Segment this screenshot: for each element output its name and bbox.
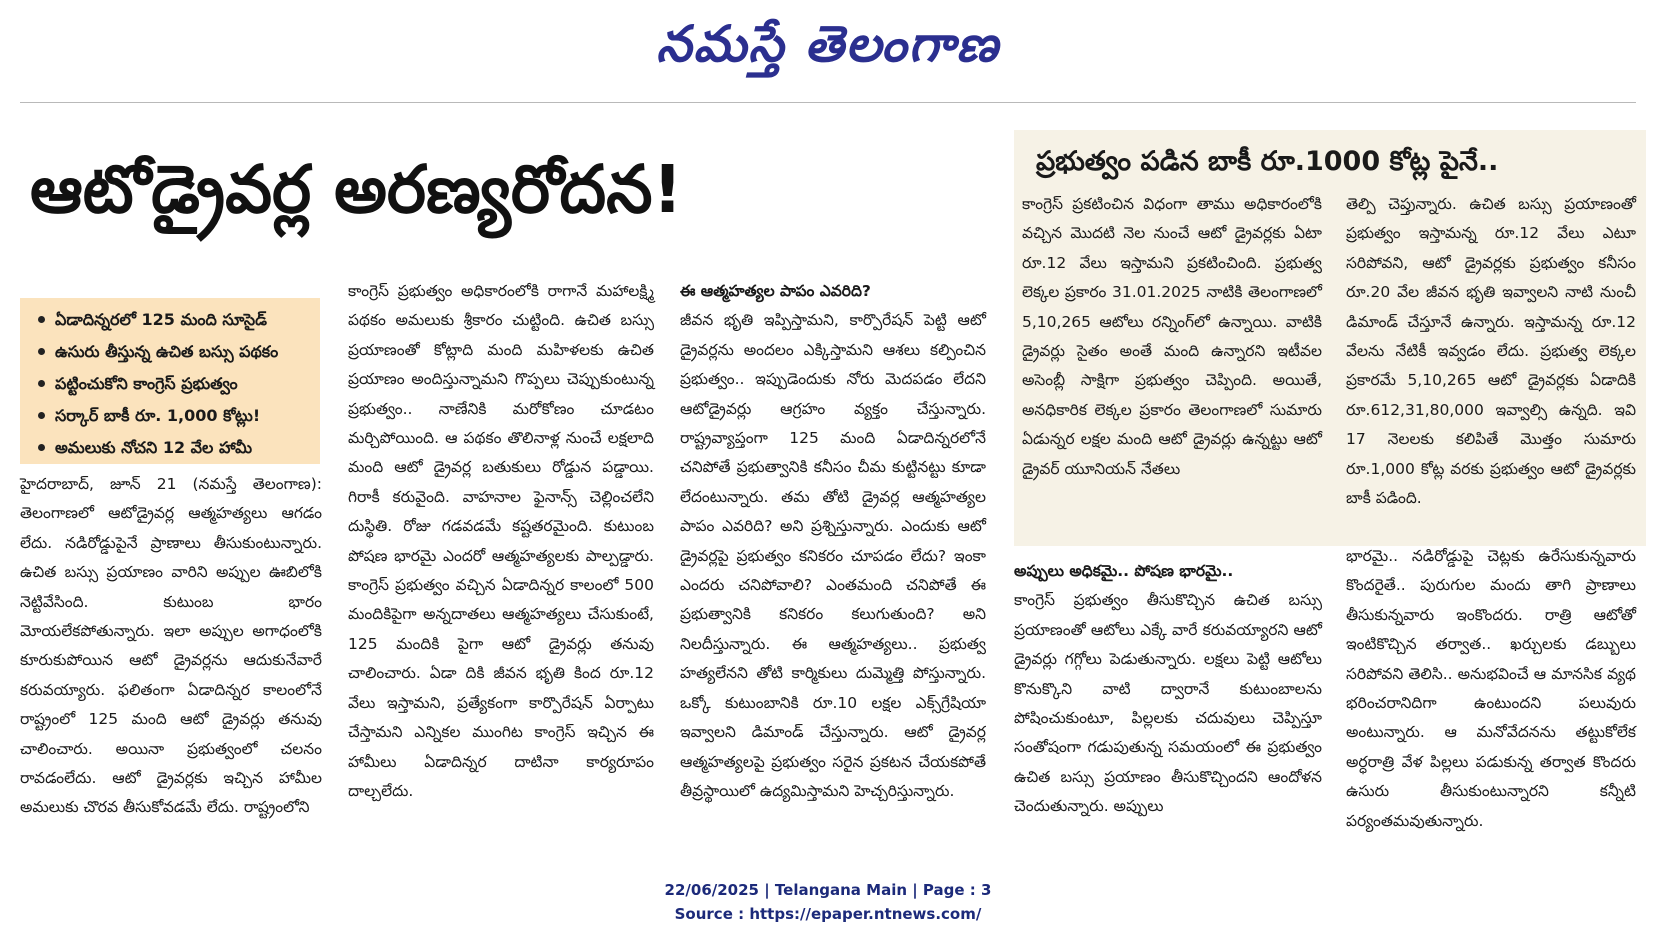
sidebar-text: తెల్పి చెప్తున్నారు. ఉచిత బస్సు ప్రయాణంతో ప్రభుత్వం ఇస్తామన్న రూ.12 వేలు ఎటూ సరిపోవని, ఆటో డ్రైవర్లకు ప్రభుత్వం కనీసం రూ.20 వేల జీవన భృతి ఇవ్వాలని నాటి నుంచీ డిమాండ్‌ చేస్తూనే ఉన్నారు. ఇస్తామన్న రూ.12 వేలను నేటికీ ఇవ్వడం లేదు. ప్రభుత్వ లెక్కల ప్రకారమే 5,10,265 ఆటో డ్రైవర్లకు ఏడాదికి రూ.612,31,80,000 ఇవ్వాల్సి ఉన్నది. ఇవి 17 నెలలకు కలిపితే మొత్తం సుమారు రూ.1,000 కోట్ల వరకు ప్రభుత్వం ఆటో డ్రైవర్లకు బాకీ పడింది. — [1346, 195, 1636, 508]
sidebar-title: ప్రభుత్వం పడిన బాకీ రూ.1000 కోట్ల పైనే.. — [1036, 146, 1499, 177]
highlights-box — [20, 298, 320, 464]
headline: ఆటోడ్రైవర్ల అరణ్యరోదన! — [30, 151, 683, 228]
highlight-item: సర్కార్‌ బాకీ రూ. 1,000 కోట్లు! — [34, 400, 320, 432]
article-text: జీవన భృతి ఇప్పిస్తామని, కార్పొరేషన్‌ పెట్టి ఆటో డ్రైవర్లను అందలం ఎక్కిస్తామని ఆశలు కల్పించిన ప్రభుత్వం.. ఇప్పుడెందుకు నోరు మెదపడం లేదని ఆటోడ్రైవర్లు ఆగ్రహం వ్యక్తం చేస్తున్నారు. రాష్ట్రవ్యాప్తంగా 125 మంది ఏడాదిన్నరలోనే చనిపోతే ప్రభుత్వానికి కనీసం చీమ కుట్టినట్టు కూడా లేదంటున్నారు. తమ తోటి డ్రైవర్ల ఆత్మహత్యల పాపం ఎవరిది? అని ప్రశ్నిస్తున్నారు. ఎందుకు ఆటో డ్రైవర్లపై ప్రభుత్వం కనికరం చూపడం లేదు? ఇంకా ఎందరు చనిపోవాలి? ఎంతమంది చనిపోతే ఈ ప్రభుత్వానికి కనికరం కలుగుతుంది? అని నిలదీస్తున్నారు. ఈ ఆత్మహత్యలు.. ప్రభుత్వ హత్యలేనని తోటి కార్మికులు దుమ్మెత్తి పోస్తున్నారు. ఒక్కో కుటుంబానికి రూ.10 లక్షల ఎక్స్‌గ్రేషియా ఇవ్వాలని డిమాండ్‌ చేస్తున్నారు. ఆటో డ్రైవర్ల ఆత్మహత్యలపై ప్రభుత్వం సరైన ప్రకటన చేయకపోతే తీవ్రస్థాయిలో ఉద్యమిస్తామని హెచ్చరిస్తున్నారు. — [680, 311, 986, 800]
article-text: కాంగ్రెస్‌ ప్రభుత్వం తీసుకొచ్చిన ఉచిత బస్సు ప్రయాణంతో ఆటోలు ఎక్కే వారే కరువయ్యారని ఆటో డ్రైవర్లు గగ్గోలు పెడుతున్నారు. లక్షలు పెట్టి ఆటోలు కొనుక్కొని వాటి ద్వారానే కుటుంబాలను పోషించుకుంటూ, పిల్లలకు చదువులు చెప్పిస్తూ సంతోషంగా గడుపుతున్న సమయంలో ఈ ప్రభుత్వం ఉచిత బస్సు ప్రయాణం తీసుకొచ్చిందని ఆందోళన చెందుతున్నారు. అప్పులు — [1014, 591, 1322, 816]
article-text: కాంగ్రెస్‌ ప్రభుత్వం అధికారంలోకి రాగానే మహాలక్ష్మి పథకం అమలుకు శ్రీకారం చుట్టింది. ఉచిత బస్సు ప్రయాణంతో కోట్లాది మంది మహిళలకు ఉచిత ప్రయాణం అందిస్తున్నామని గొప్పలు చెప్పుకుంటున్న ప్రభుత్వం.. నాణేనికి మరోకోణం చూడటం మర్చిపోయింది. ఆ పథకం తొలినాళ్ల నుంచే లక్షలాది మంది ఆటో డ్రైవర్ల బతుకులు రోడ్డున పడ్డాయి. గిరాకీ కరువైంది. వాహనాల ఫైనాన్స్‌ చెల్లించలేని దుస్థితి. రోజు గడవడమే కష్టతరమైంది. కుటుంబ పోషణ భారమై ఎందరో ఆత్మహత్యలకు పాల్పడ్డారు. కాంగ్రెస్‌ ప్రభుత్వం వచ్చిన ఏడాదిన్నర కాలంలో 500 మందికిపైగా అన్నదాతలు ఆత్మహత్యలు చేసుకుంటే, 125 మందికి పైగా ఆటో డ్రైవర్లు తనువు చాలించారు. ఏడా దికి జీవన భృతి కింద రూ.12 వేలు ఇస్తామని, ప్రత్యేకంగా కార్పొరేషన్‌ ఏర్పాటు చేస్తామని ఎన్నికల ముంగిట కాంగ్రెస్‌ ఇచ్చిన ఈ హామీలు ఏడాదిన్నర దాటినా కార్యరూపం దాల్చలేదు. — [348, 282, 654, 800]
highlight-item: ఏడాదిన్నరలో 125 మంది సూసైడ్ — [34, 304, 320, 336]
bullet-icon — [38, 348, 45, 355]
masthead-divider — [20, 102, 1636, 103]
highlight-item: పట్టించుకోని కాంగ్రెస్‌ ప్రభుత్వం — [34, 368, 320, 400]
article-column-2 — [348, 277, 654, 806]
sidebar-column-2 — [1346, 190, 1636, 513]
highlight-item: ఉసురు తీస్తున్న ఉచిత బస్సు పథకం — [34, 336, 320, 368]
article-column-3 — [680, 277, 986, 806]
article-column-5 — [1346, 542, 1636, 836]
footer-date-line: 22/06/2025 | Telangana Main | Page : 3 — [664, 881, 992, 899]
article-text: హైదరాబాద్‌, జూన్‌ 21 (నమస్తే తెలంగాణ): తెలంగాణలో ఆటోడ్రైవర్ల ఆత్మహత్యలు ఆగడం లేదు. నడిరోడ్డుపైనే ప్రాణాలు తీసుకుంటున్నారు. ఉచిత బస్సు ప్రయాణం వారిని అప్పుల ఊబిలోకి నెట్టివేసింది. కుటుంబ భారం మోయలేకపోతున్నారు. ఇలా అప్పుల అగాధంలోకి కూరుకుపోయిన ఆటో డ్రైవర్లను ఆదుకునేవారే కరువయ్యారు. ఫలితంగా ఏడాదిన్నర కాలంలోనే రాష్ట్రంలో 125 మంది ఆటో డ్రైవర్లు తనువు చాలించారు. అయినా ప్రభుత్వంలో చలనం రావడంలేదు. ఆటో డ్రైవర్లకు ఇచ్చిన హామీల అమలుకు చొరవ తీసుకోవడమే లేదు. రాష్ట్రంలోని — [20, 475, 322, 817]
bullet-icon — [38, 444, 45, 451]
sidebar-text: కాంగ్రెస్‌ ప్రకటించిన విధంగా తాము అధికారంలోకి వచ్చిన మొదటి నెల నుంచే ఆటో డ్రైవర్లకు ఏటా రూ.12 వేలు ఇస్తామని ప్రకటించింది. ప్రభుత్వ లెక్కల ప్రకారం 31.01.2025 నాటికి తెలంగాణలో 5,10,265 ఆటోలు రన్నింగ్‌లో ఉన్నాయి. వాటికి డ్రైవర్లు సైతం అంతే మంది ఉన్నారని ఇటీవల అసెంబ్లీ సాక్షిగా ప్రభుత్వం చెప్పింది. అయితే, అనధికారిక లెక్కల ప్రకారం తెలంగాణలో సుమారు ఏడున్నర లక్షల మంది ఆటో డ్రైవర్లు ఉన్నట్టు ఆటో డ్రైవర్‌ యూనియన్‌ నేతలు — [1022, 195, 1322, 478]
bullet-icon — [38, 380, 45, 387]
sidebar-column-1 — [1022, 190, 1322, 484]
article-column-4 — [1014, 557, 1322, 822]
bullet-icon — [38, 316, 45, 323]
article-column-1 — [20, 470, 322, 823]
footer-source-line: Source : https://epaper.ntnews.com/ — [674, 905, 982, 923]
bullet-icon — [38, 412, 45, 419]
article-text: భారమై.. నడిరోడ్డుపై చెట్లకు ఉరేసుకున్నవారు కొందరైతే.. పురుగుల మందు తాగి ప్రాణాలు తీసుకున్నవారు ఇంకొందరు. రాత్రి ఆటోతో ఇంటికొచ్చిన తర్వాత.. ఖర్చులకు డబ్బులు సరిపోవని తెలిసి.. అనుభవించే ఆ మానసిక వ్యథ భరించరానిదిగా ఉంటుందని పలువురు అంటున్నారు. ఆ మనోవేదనను తట్టుకోలేక అర్ధరాత్రి వేళ పిల్లలు పడుకున్న తర్వాత కొందరు ఉసురు తీసుకుంటున్నారని కన్నీటి పర్యంతమవుతున్నారు. — [1346, 547, 1636, 830]
masthead-logo: నమస్తే తెలంగాణ — [656, 14, 1000, 73]
subheading: ఈ ఆత్మహత్యల పాపం ఎవరిది? — [680, 282, 871, 300]
subheading: అప్పులు అధికమై.. పోషణ భారమై.. — [1014, 562, 1234, 580]
highlight-item: అమలుకు నోచని 12 వేల హామీ — [34, 432, 320, 464]
